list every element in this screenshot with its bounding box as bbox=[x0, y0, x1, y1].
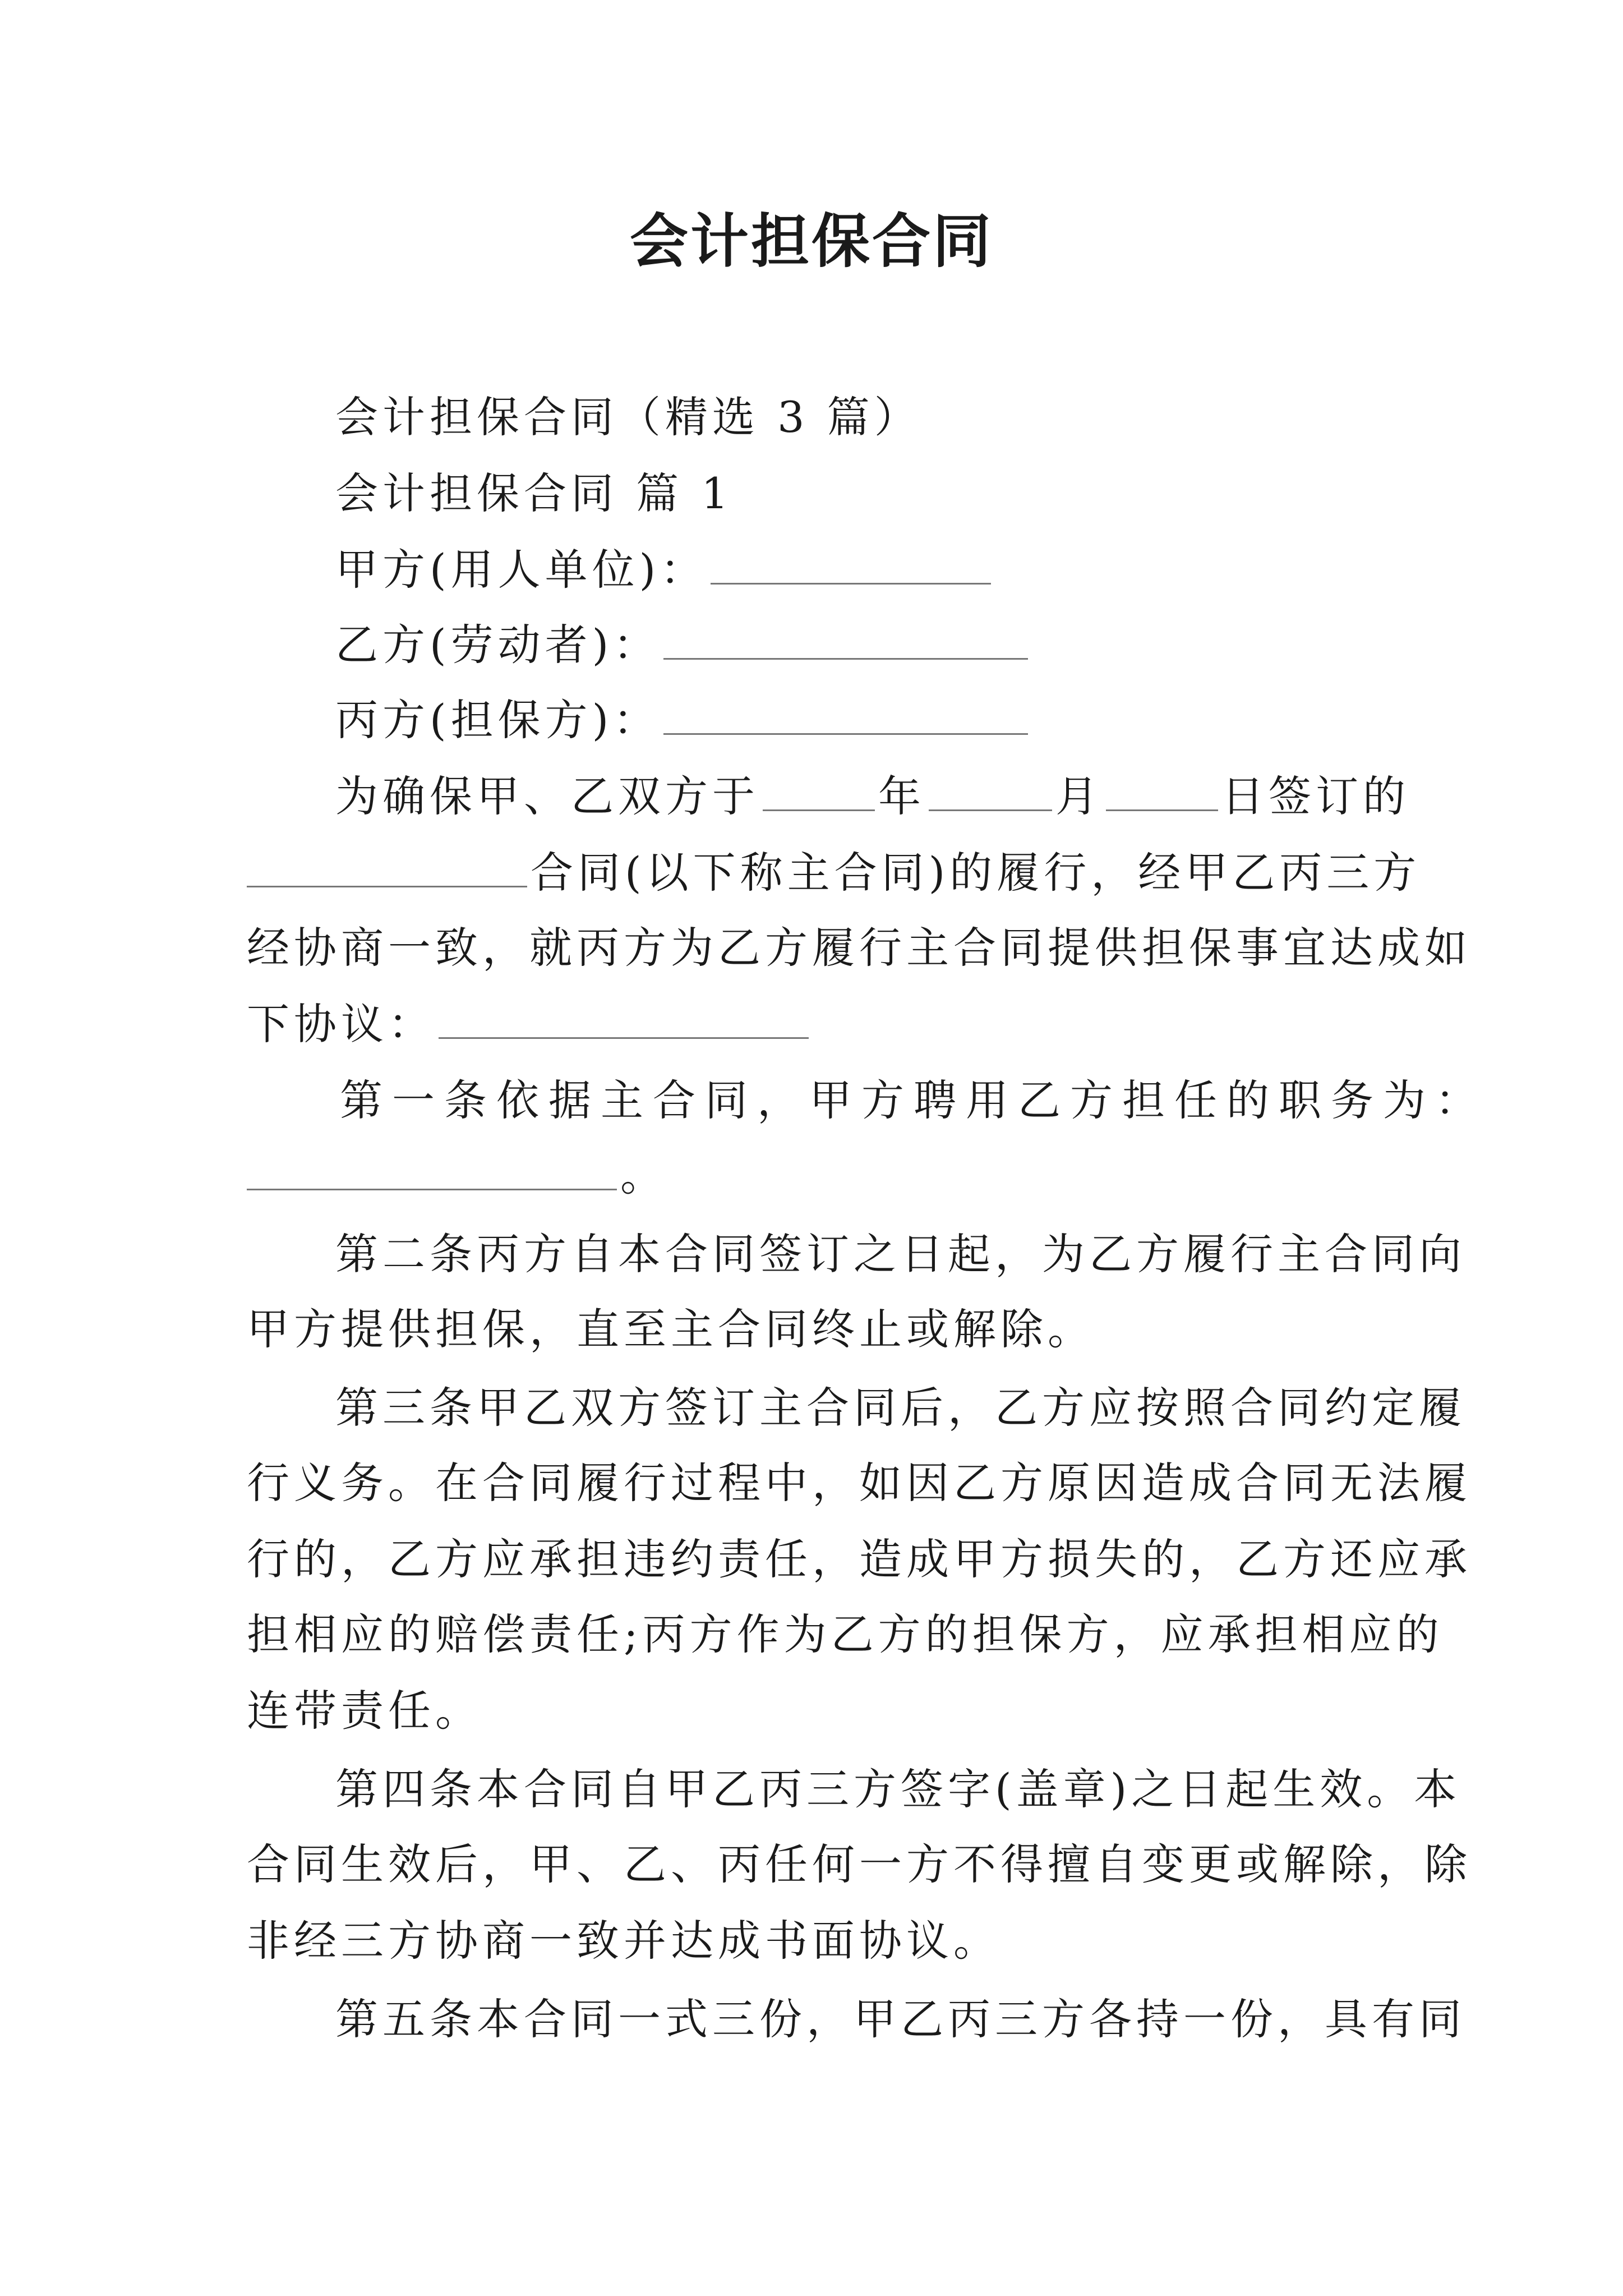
article4-line-1: 第四条本合同自甲乙丙三方签字(盖章)之日起生效。本 bbox=[335, 1764, 1461, 1814]
document-subtitle: 会计担保合同（精选 3 篇） bbox=[335, 392, 921, 442]
intro-year: 年 bbox=[878, 771, 925, 821]
intro-line-3: 经协商一致，就丙方为乙方履行主合同提供担保事宜达成如 bbox=[247, 923, 1472, 973]
intro-line-4 bbox=[247, 996, 812, 1052]
intro-line-2 bbox=[247, 845, 1421, 901]
article1-line-1: 第一条依据主合同，甲方聘用乙方担任的职务为： bbox=[340, 1075, 1487, 1125]
intro-line2-text: 合同(以下称主合同)的履行，经甲乙丙三方 bbox=[531, 848, 1421, 898]
day-blank bbox=[1106, 775, 1218, 811]
article3-line-2: 行义务。在合同履行过程中，如因乙方原因造成合同无法履 bbox=[247, 1458, 1472, 1508]
contract-name-blank bbox=[247, 851, 527, 887]
year-blank bbox=[763, 775, 875, 811]
party-b-blank bbox=[663, 623, 1028, 660]
party-c-blank bbox=[663, 698, 1028, 735]
position-blank bbox=[247, 1154, 617, 1190]
article4-line-2: 合同生效后，甲、乙、丙任何一方不得擅自变更或解除，除 bbox=[247, 1839, 1472, 1889]
intro-month: 月 bbox=[1055, 771, 1103, 821]
party-a-label: 甲方(用人单位)： bbox=[335, 545, 708, 595]
article2-line-2: 甲方提供担保，直至主合同终止或解除。 bbox=[247, 1304, 1095, 1354]
party-b-line bbox=[335, 617, 1031, 673]
month-blank bbox=[929, 775, 1052, 811]
section-heading: 会计担保合同 篇 1 bbox=[335, 468, 733, 518]
intro-part1: 为确保甲、乙双方于 bbox=[335, 771, 759, 821]
party-b-label: 乙方(劳动者)： bbox=[335, 620, 661, 670]
article2-line-1: 第二条丙方自本合同签订之日起，为乙方履行主合同向 bbox=[335, 1229, 1466, 1279]
intro-line-1 bbox=[335, 769, 1410, 825]
article3-line-4: 担相应的赔偿责任;丙方作为乙方的担保方，应承担相应的 bbox=[247, 1609, 1444, 1659]
party-c-line bbox=[335, 692, 1031, 748]
article3-line-1: 第三条甲乙双方签订主合同后，乙方应按照合同约定履 bbox=[335, 1383, 1466, 1433]
intro-part2: 日签订的 bbox=[1221, 771, 1410, 821]
party-a-line bbox=[335, 542, 994, 598]
agreement-blank bbox=[439, 1002, 809, 1039]
article1-end: 。 bbox=[620, 1151, 667, 1200]
article1-line-2 bbox=[247, 1148, 667, 1204]
party-c-label: 丙方(担保方)： bbox=[335, 695, 661, 745]
document-title: 会计担保合同 bbox=[629, 206, 993, 275]
party-a-blank bbox=[711, 548, 991, 585]
article4-line-3: 非经三方协商一致并达成书面协议。 bbox=[247, 1916, 1000, 1966]
intro-line4-text: 下协议： bbox=[247, 999, 435, 1049]
article3-line-5: 连带责任。 bbox=[247, 1686, 482, 1736]
article5-line-1: 第五条本合同一式三份，甲乙丙三方各持一份，具有同 bbox=[335, 1994, 1466, 2044]
article3-line-3: 行的，乙方应承担违约责任，造成甲方损失的，乙方还应承 bbox=[247, 1534, 1472, 1584]
